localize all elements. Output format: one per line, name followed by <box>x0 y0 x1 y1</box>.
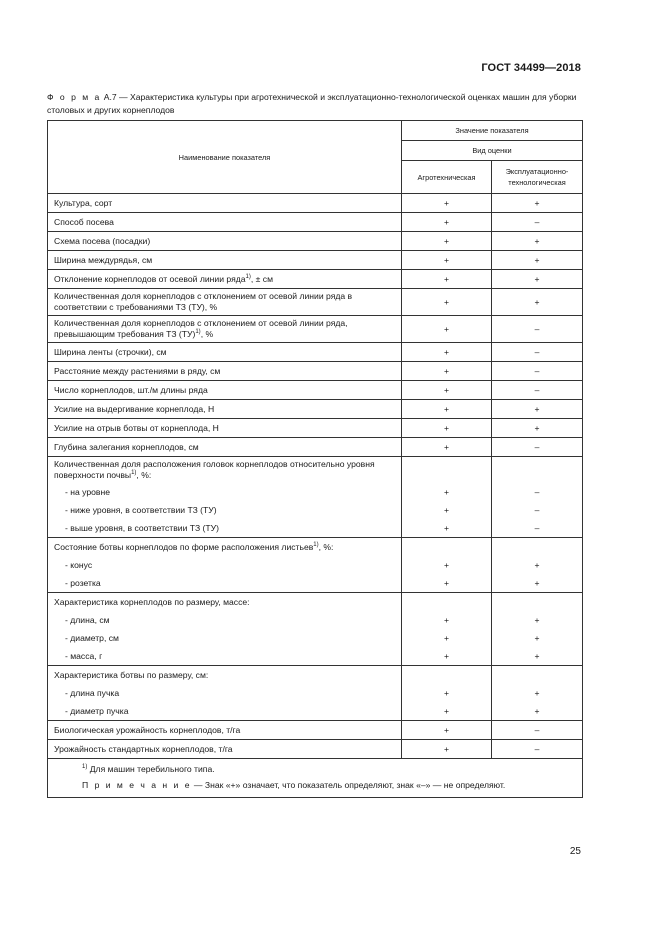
indicator-name <box>48 574 402 593</box>
standard-number: ГОСТ 34499—2018 <box>481 62 581 74</box>
indicator-text: Схема посева (посадки) <box>54 236 151 246</box>
indicator-text: - масса, г <box>65 651 103 661</box>
agro-value <box>402 538 492 557</box>
indicator-name <box>48 740 402 759</box>
indicator-name <box>48 629 402 647</box>
header-assessment-kind: Вид оценки <box>402 141 583 161</box>
indicator-text: - на уровне <box>65 487 111 497</box>
expl-value: – <box>492 501 583 519</box>
table-row <box>48 343 583 362</box>
table-row <box>48 721 583 740</box>
indicator-name <box>48 316 402 343</box>
agro-value: + <box>402 232 492 251</box>
table-row <box>48 519 583 538</box>
footnote-ref: 1) <box>131 470 137 477</box>
indicator-name <box>48 419 402 438</box>
expl-value: + <box>492 232 583 251</box>
table-row <box>48 232 583 251</box>
indicator-text: Усилие на отрыв ботвы от корнеплода, Н <box>54 423 219 433</box>
expl-value <box>492 666 583 685</box>
form-caption <box>47 91 585 116</box>
agro-value: + <box>402 362 492 381</box>
indicator-text: Состояние ботвы корнеплодов по форме расположения листьев <box>54 542 314 552</box>
indicator-text: - длина пучка <box>65 688 120 698</box>
table-row <box>48 251 583 270</box>
agro-value: + <box>402 519 492 538</box>
agro-value: + <box>402 438 492 457</box>
expl-value <box>492 593 583 612</box>
table-row <box>48 684 583 702</box>
expl-value: – <box>492 362 583 381</box>
expl-value: – <box>492 213 583 232</box>
agro-value: + <box>402 740 492 759</box>
indicator-text: Отклонение корнеплодов от осевой линии ряда <box>54 274 246 284</box>
agro-value: + <box>402 574 492 593</box>
indicator-name <box>48 702 402 721</box>
indicator-text: Урожайность стандартных корнеплодов, т/га <box>54 744 233 754</box>
agro-value <box>402 457 492 484</box>
table-row <box>48 702 583 721</box>
indicator-text: Способ посева <box>54 217 114 227</box>
expl-value: + <box>492 629 583 647</box>
indicator-text: Количественная доля корнеплодов с отклонением от осевой линии ряда в соответствии с требованиями ТЗ (ТУ), % <box>54 291 353 312</box>
table-row <box>48 400 583 419</box>
expl-value: + <box>492 194 583 213</box>
indicator-name <box>48 289 402 316</box>
footnote-ref: 1) <box>313 542 319 549</box>
agro-value: + <box>402 684 492 702</box>
indicator-text: - розетка <box>65 578 101 588</box>
indicator-name <box>48 684 402 702</box>
agro-value: + <box>402 611 492 629</box>
table-group-header <box>48 457 583 484</box>
table-row <box>48 740 583 759</box>
expl-value: + <box>492 400 583 419</box>
table-group-header <box>48 593 583 612</box>
agro-value: + <box>402 316 492 343</box>
expl-value: – <box>492 483 583 501</box>
footnote-mark: 1) <box>82 764 88 771</box>
indicator-text: Характеристика ботвы по размеру, см: <box>54 670 209 680</box>
agro-value <box>402 593 492 612</box>
agro-value: + <box>402 270 492 289</box>
indicator-text: - длина, см <box>65 615 110 625</box>
expl-value: – <box>492 381 583 400</box>
indicator-name <box>48 438 402 457</box>
table-row <box>48 289 583 316</box>
header-agrotechnical: Агротехническая <box>402 161 492 194</box>
table-row <box>48 194 583 213</box>
indicator-name <box>48 611 402 629</box>
agro-value: + <box>402 194 492 213</box>
indicator-text: Количественная доля расположения головок корнеплодов относительно уровня поверхности почвы <box>54 459 375 480</box>
indicator-text: Ширина междурядья, см <box>54 255 153 265</box>
header-indicator-value: Значение показателя <box>402 121 583 141</box>
indicator-text: Число корнеплодов, шт./м длины ряда <box>54 385 208 395</box>
expl-value: + <box>492 289 583 316</box>
indicator-text: Количественная доля корнеплодов с отклонением от осевой линии ряда, превышающим требования ТЗ (ТУ) <box>54 318 348 339</box>
table-group-header <box>48 666 583 685</box>
indicator-name <box>48 721 402 740</box>
header-operational: Эксплуатационно-технологическая <box>492 161 583 194</box>
table-row <box>48 270 583 289</box>
indicator-name <box>48 194 402 213</box>
expl-value: – <box>492 438 583 457</box>
agro-value: + <box>402 289 492 316</box>
indicator-unit: , %: <box>318 542 334 552</box>
page-number: 25 <box>569 846 581 857</box>
expl-value: – <box>492 740 583 759</box>
table-footnote-row <box>48 759 583 798</box>
table-row <box>48 611 583 629</box>
footnote-ref: 1) <box>195 329 201 336</box>
expl-value: + <box>492 647 583 666</box>
table-row <box>48 438 583 457</box>
crop-characteristics-table <box>47 120 583 798</box>
indicator-text: - выше уровня, в соответствии ТЗ (ТУ) <box>65 523 219 533</box>
indicator-name <box>48 519 402 538</box>
agro-value: + <box>402 556 492 574</box>
table-row <box>48 362 583 381</box>
form-caption-prefix: Ф о р м а <box>47 92 102 102</box>
table-row <box>48 419 583 438</box>
indicator-name <box>48 362 402 381</box>
header-indicator-name: Наименование показателя <box>48 121 402 194</box>
indicator-name <box>48 232 402 251</box>
indicator-text: Глубина залегания корнеплодов, см <box>54 442 199 452</box>
table-row <box>48 501 583 519</box>
indicator-text: Биологическая урожайность корнеплодов, т/га <box>54 725 241 735</box>
indicator-text: - ниже уровня, в соответствии ТЗ (ТУ) <box>65 505 217 515</box>
expl-value: + <box>492 702 583 721</box>
expl-value: + <box>492 419 583 438</box>
expl-value: + <box>492 574 583 593</box>
indicator-name <box>48 593 402 612</box>
agro-value: + <box>402 501 492 519</box>
indicator-name <box>48 343 402 362</box>
indicator-name <box>48 556 402 574</box>
agro-value: + <box>402 483 492 501</box>
agro-value: + <box>402 721 492 740</box>
indicator-text: Культура, сорт <box>54 198 113 208</box>
table-row <box>48 213 583 232</box>
note-text: — Знак «+» означает, что показатель определяют, знак «–» — не определяют. <box>191 780 506 790</box>
agro-value: + <box>402 381 492 400</box>
indicator-name <box>48 666 402 685</box>
footnote-ref: 1) <box>245 274 251 281</box>
agro-value: + <box>402 213 492 232</box>
agro-value: + <box>402 400 492 419</box>
indicator-text: - диаметр пучка <box>65 706 129 716</box>
table-footnotes <box>48 759 583 798</box>
indicator-unit: , % <box>200 329 214 339</box>
indicator-name <box>48 457 402 484</box>
expl-value: – <box>492 316 583 343</box>
indicator-text: - диаметр, см <box>65 633 119 643</box>
agro-value: + <box>402 343 492 362</box>
indicator-name <box>48 647 402 666</box>
expl-value: + <box>492 684 583 702</box>
expl-value: + <box>492 611 583 629</box>
agro-value: + <box>402 647 492 666</box>
indicator-name <box>48 400 402 419</box>
indicator-name <box>48 270 402 289</box>
indicator-text: Расстояние между растениями в ряду, см <box>54 366 221 376</box>
indicator-name <box>48 501 402 519</box>
note-label: П р и м е ч а н и е <box>82 780 192 790</box>
table-row <box>48 381 583 400</box>
agro-value: + <box>402 251 492 270</box>
indicator-text: Характеристика корнеплодов по размеру, массе: <box>54 597 250 607</box>
indicator-text: Усилие на выдергивание корнеплода, Н <box>54 404 215 414</box>
expl-value: + <box>492 251 583 270</box>
indicator-name <box>48 213 402 232</box>
expl-value <box>492 538 583 557</box>
table-row <box>48 629 583 647</box>
table-row <box>48 483 583 501</box>
indicator-name <box>48 483 402 501</box>
expl-value: – <box>492 721 583 740</box>
agro-value <box>402 666 492 685</box>
indicator-text: Ширина ленты (строчки), см <box>54 347 167 357</box>
table-row <box>48 574 583 593</box>
indicator-text: - конус <box>65 560 93 570</box>
table-group-header <box>48 538 583 557</box>
indicator-name <box>48 251 402 270</box>
table-row <box>48 316 583 343</box>
indicator-name <box>48 538 402 557</box>
indicator-unit: , ± см <box>250 274 273 284</box>
expl-value: – <box>492 343 583 362</box>
table-row <box>48 647 583 666</box>
agro-value: + <box>402 419 492 438</box>
table-row <box>48 556 583 574</box>
expl-value: + <box>492 270 583 289</box>
expl-value <box>492 457 583 484</box>
agro-value: + <box>402 702 492 721</box>
form-caption-text: А.7 — Характеристика культуры при агротехнической и эксплуатационно-технологической оценках машин для уборки столовых и других корнеплодов <box>47 92 577 115</box>
indicator-unit: , %: <box>136 470 152 480</box>
expl-value: + <box>492 556 583 574</box>
agro-value: + <box>402 629 492 647</box>
expl-value: – <box>492 519 583 538</box>
indicator-name <box>48 381 402 400</box>
footnote-text: Для машин теребильного типа. <box>87 764 215 774</box>
